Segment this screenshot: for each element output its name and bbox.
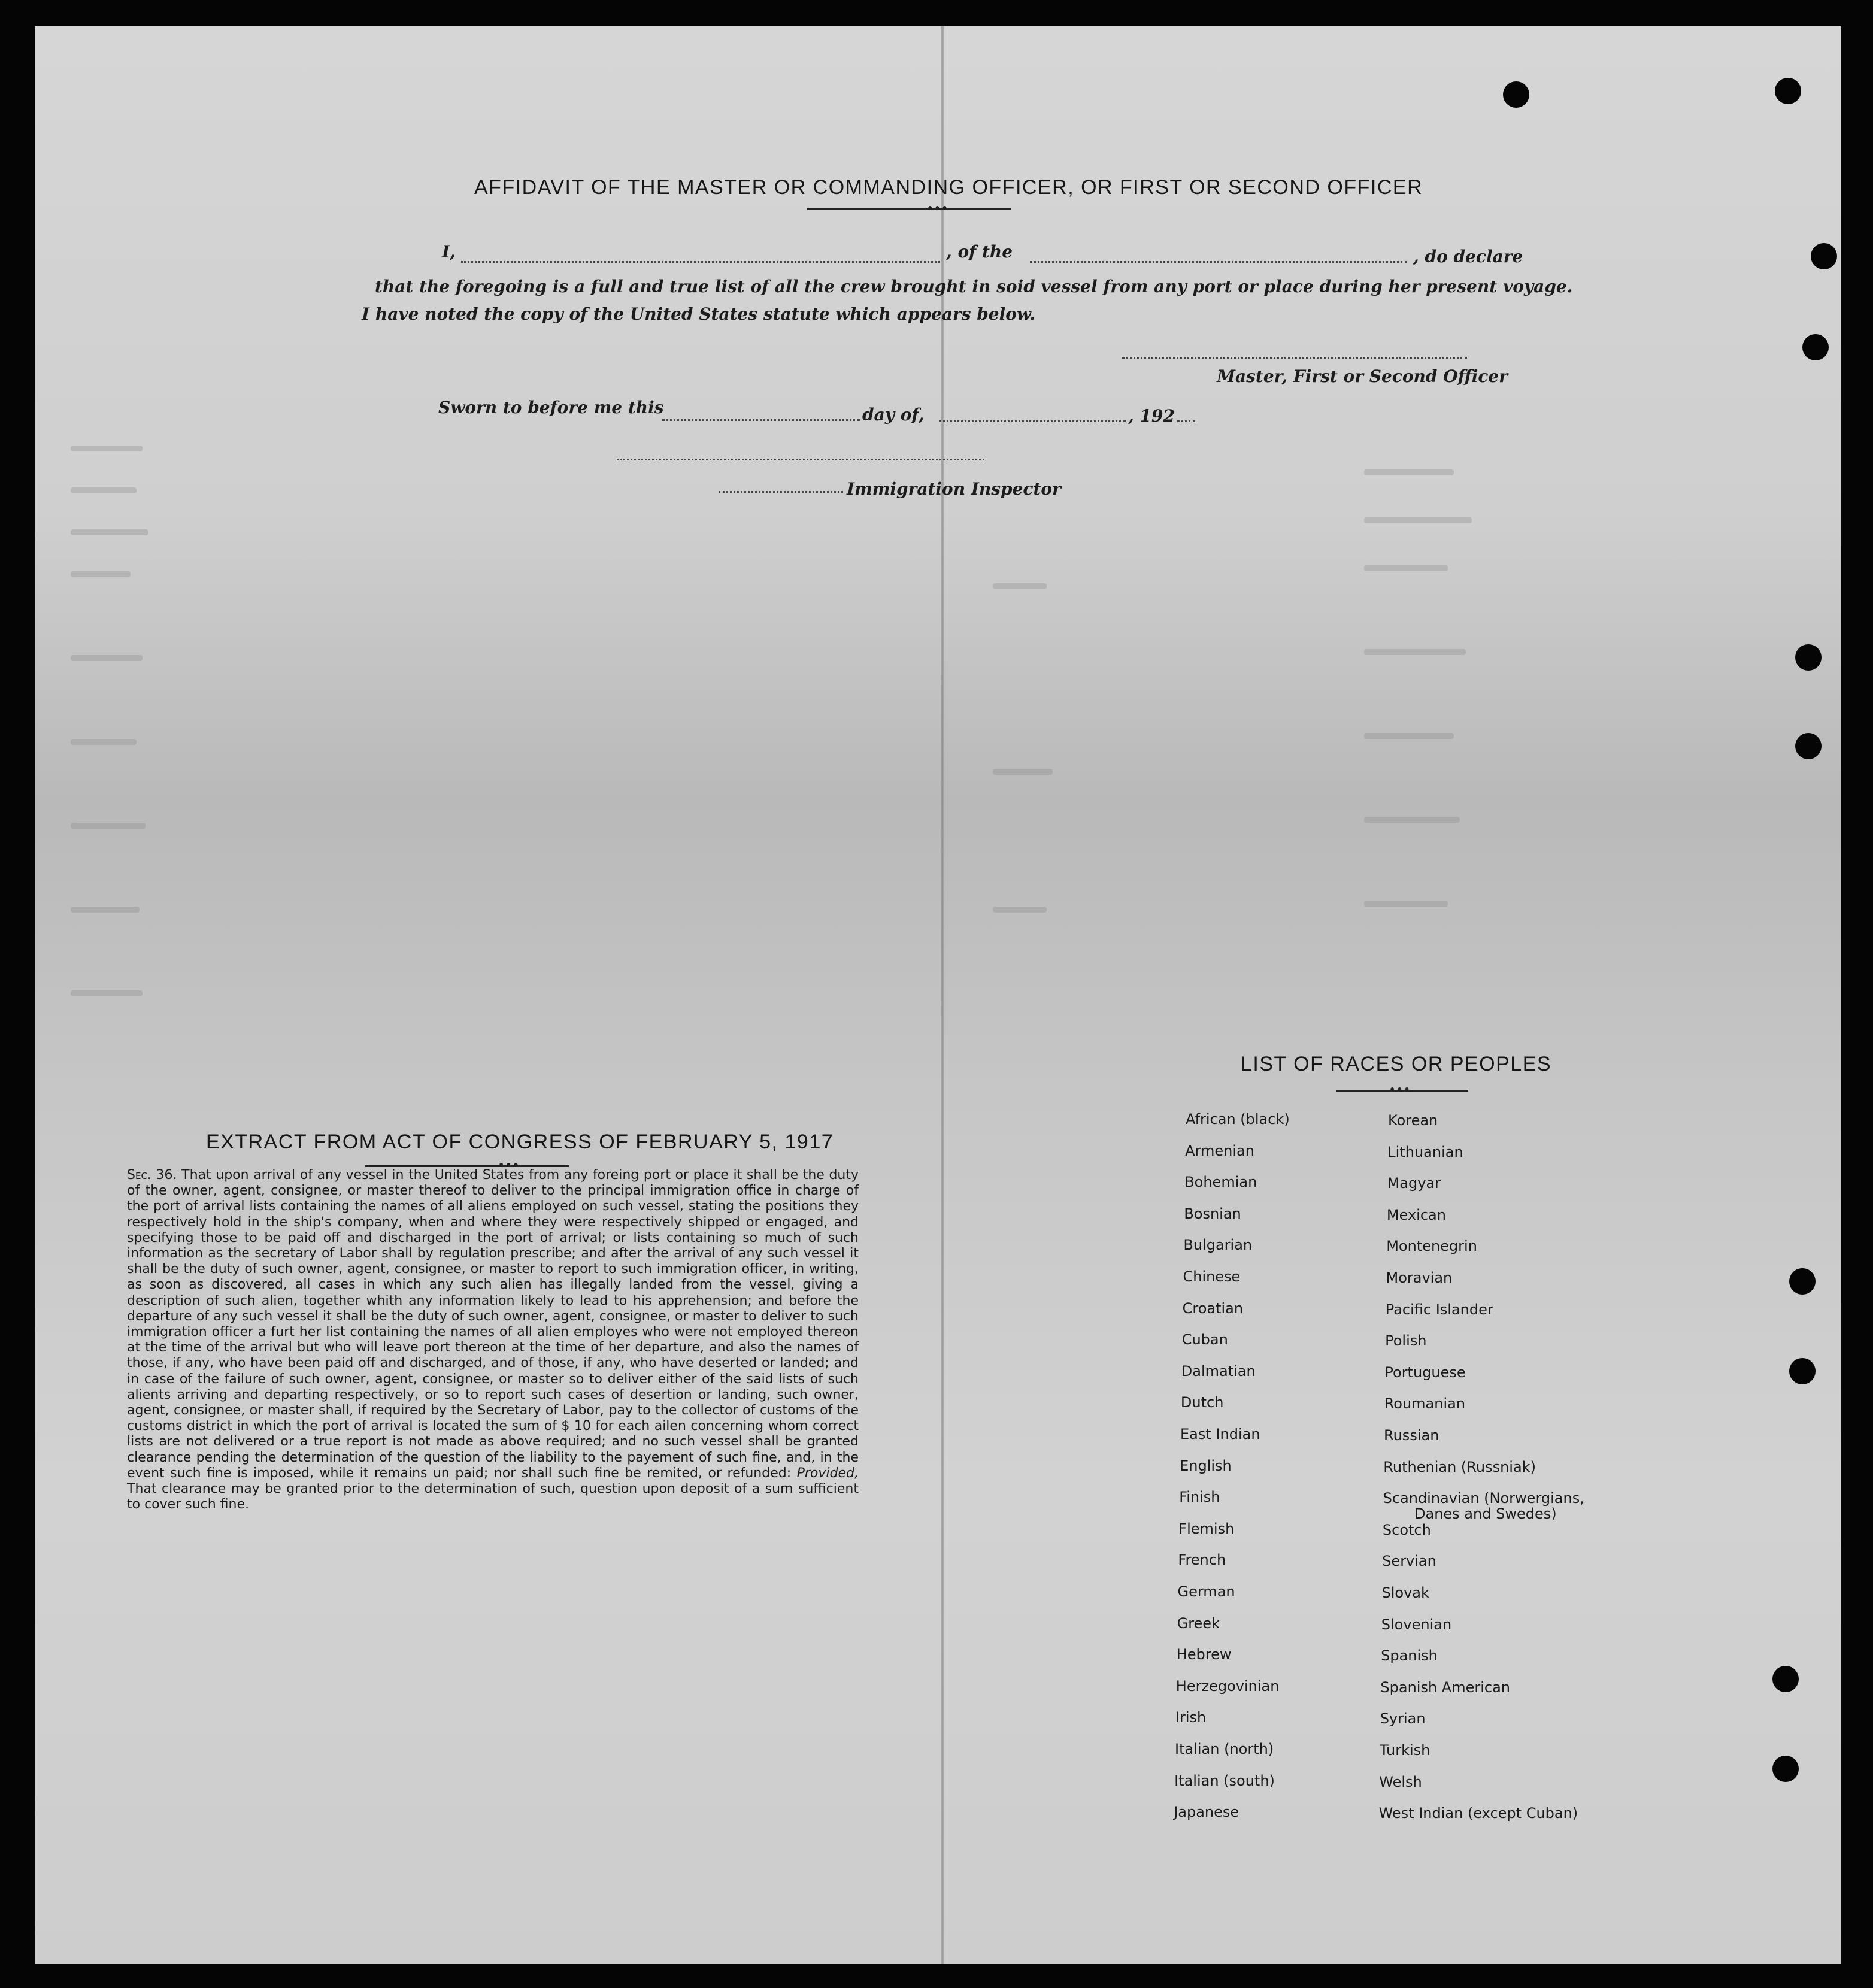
inspector-signature-field[interactable] <box>617 459 984 460</box>
race-item: Korean <box>1388 1112 1438 1129</box>
race-item: Bosnian <box>1184 1205 1241 1222</box>
race-item: Russian <box>1384 1427 1439 1444</box>
of-the-label: , of the <box>946 242 1013 262</box>
race-item: Pacific Islander <box>1385 1301 1493 1318</box>
race-item: Italian (north) <box>1175 1741 1274 1757</box>
races-title-ornament: ••• <box>1389 1084 1411 1095</box>
race-item: Armenian <box>1185 1142 1254 1159</box>
punch-hole <box>1775 78 1801 104</box>
sworn-year-field[interactable] <box>1177 420 1195 422</box>
race-item: Chinese <box>1183 1268 1241 1285</box>
race-item: Polish <box>1385 1332 1427 1350</box>
inspector-caption: Immigration Inspector <box>847 479 1061 499</box>
punch-hole <box>1795 733 1822 759</box>
race-item: Roumanian <box>1384 1395 1466 1413</box>
race-item: Servian <box>1382 1553 1436 1570</box>
race-item: Magyar <box>1387 1175 1441 1192</box>
race-item: East Indian <box>1180 1426 1260 1442</box>
punch-hole <box>1795 644 1822 671</box>
day-of-label: day of, <box>862 405 925 425</box>
race-item: Montenegrin <box>1386 1238 1477 1255</box>
declaration-line: that the foregoing is a full and true list of all the crew brought in soid vessel from any port or place during her present voyage. <box>375 277 1573 296</box>
race-item: Syrian <box>1380 1710 1426 1728</box>
extract-title-underline <box>365 1165 569 1167</box>
race-item: West Indian (except Cuban) <box>1378 1805 1578 1822</box>
punch-hole <box>1503 81 1529 108</box>
race-item: Welsh <box>1379 1773 1422 1790</box>
extract-title: EXTRACT FROM ACT OF CONGRESS OF FEBRUARY 5, 1917 <box>206 1131 834 1153</box>
punch-hole <box>1811 243 1837 269</box>
race-item: Scotch <box>1382 1521 1431 1538</box>
punch-hole <box>1802 334 1829 360</box>
title-ornament: ••• <box>927 202 949 214</box>
race-item: Slovak <box>1381 1584 1429 1601</box>
race-item: Spanish <box>1381 1647 1438 1665</box>
race-item: Herzegovinian <box>1175 1677 1280 1695</box>
title-underline <box>807 208 1011 210</box>
section-36-text <box>127 1168 859 1513</box>
race-item: German <box>1177 1583 1235 1600</box>
race-item: Cuban <box>1181 1331 1228 1348</box>
race-item: Ruthenian (Russniak) <box>1383 1458 1536 1475</box>
race-item: Spanish American <box>1380 1678 1510 1696</box>
races-title: LIST OF RACES OR PEOPLES <box>1241 1053 1552 1075</box>
race-item: Finish <box>1179 1489 1220 1506</box>
provided-label: Provided, <box>796 1465 859 1481</box>
race-item: Irish <box>1175 1709 1207 1726</box>
race-item: Turkish <box>1380 1742 1430 1759</box>
race-item: Lithuanian <box>1387 1143 1463 1160</box>
punch-hole <box>1772 1756 1799 1782</box>
statute-note-line: I have noted the copy of the United States statute which appears below. <box>362 304 1035 324</box>
punch-hole <box>1789 1358 1816 1384</box>
section-label: Sec. 36. <box>127 1168 177 1183</box>
sworn-day-field[interactable] <box>662 419 860 421</box>
race-item: Japanese <box>1174 1804 1239 1821</box>
race-item: French <box>1178 1551 1226 1569</box>
race-item: Portuguese <box>1384 1363 1466 1381</box>
race-item: Flemish <box>1178 1520 1235 1537</box>
race-item: Hebrew <box>1176 1646 1232 1663</box>
race-item: Italian (south) <box>1174 1772 1275 1789</box>
punch-hole <box>1772 1666 1799 1692</box>
section-body: That upon arrival of any vessel in the United States from any foreing port or place it shall be the duty of the owner, agent, consignee, or master thereof to deliver to the principal immigration office in charge of the port of arrival lists containing the names of all aliens employed on such vessel, stating the positions they respectively hold in the ship's company, when and where they were respectively shipped or engaged, and specifying those to be paid off and discharged in the port of arrival; or lists containing so much of such information as the secretary of Labor shall by regulation prescribe; and after the arrival of any such vessel it shall be the duty of such owner, agent, consignee, or master to report to such immigration officer, in writing, as soon as discovered, all cases in which any such alien has illegally landed from the vessel, giving a description of such alien, together whith any information likely to lead to his apprehension; and before the departure of any such vessel it shall be the duty of such owner, agent, consignee, or master to deliver to such immigration officer a furt her list containing the names of all alien employes who were not employed thereon at the time of the arrival but who will leave port thereon at the time of her departure, and also the names of those, if any, who have been paid off and discharged, and of those, if any, who have deserted or landed; and in case of the failure of such owner, agent, consignee, or master so to deliver either of the said lists of such alients arriving and departing respectively, or so to report such cases of desertion or landing, such owner, agent, consignee, or master shall, if required by the Secretary of Labor, pay to the collector of customs of the customs district in which the port of arrival is located the sum of $ 10 for each ailen concerning whom correct lists are not delivered or a true report is not made as above required; and no such vessel shall be granted clearance pending the determination of the question of the liability to the payement of such fine, and, in the event such fine is imposed, while it remains un paid; nor shall such fine be remited, or refunded: <box>127 1168 859 1481</box>
officer-signature-field[interactable] <box>1122 357 1467 359</box>
affidavit-title: AFFIDAVIT OF THE MASTER OR COMMANDING OFFICER, OR FIRST OR SECOND OFFICER <box>474 176 1423 199</box>
i-label: I, <box>442 242 456 262</box>
sworn-label: Sworn to before me this <box>438 398 664 417</box>
race-item: Slovenian <box>1381 1616 1452 1633</box>
race-item: Greek <box>1177 1614 1220 1632</box>
race-item: Dutch <box>1180 1394 1224 1411</box>
race-item: Croatian <box>1182 1299 1244 1317</box>
race-item: Dalmatian <box>1181 1362 1256 1380</box>
inspector-signature-field-2[interactable] <box>719 491 843 493</box>
race-item: Moravian <box>1386 1269 1453 1286</box>
sworn-month-field[interactable] <box>939 420 1126 422</box>
race-item: Danes and Swedes) <box>1414 1505 1557 1523</box>
signature-caption: Master, First or Second Officer <box>1217 366 1508 386</box>
race-item: Bohemian <box>1184 1174 1257 1191</box>
punch-hole <box>1789 1268 1816 1295</box>
year-label: , 192 <box>1128 406 1175 426</box>
do-declare-label: , do declare <box>1413 247 1523 266</box>
race-item: African (black) <box>1186 1111 1290 1128</box>
extract-title-ornament: ••• <box>498 1159 520 1171</box>
race-item: Scandinavian (Norwergians, <box>1383 1490 1584 1507</box>
race-item: Mexican <box>1386 1206 1446 1223</box>
race-item: English <box>1180 1457 1232 1474</box>
section-body-end: That clearance may be granted prior to the determination of such, question upon deposit of a sum sufficient to cover such fine. <box>127 1481 859 1513</box>
officer-name-field[interactable] <box>461 261 940 263</box>
vessel-name-field[interactable] <box>1030 261 1407 263</box>
race-item: Bulgarian <box>1183 1237 1253 1254</box>
